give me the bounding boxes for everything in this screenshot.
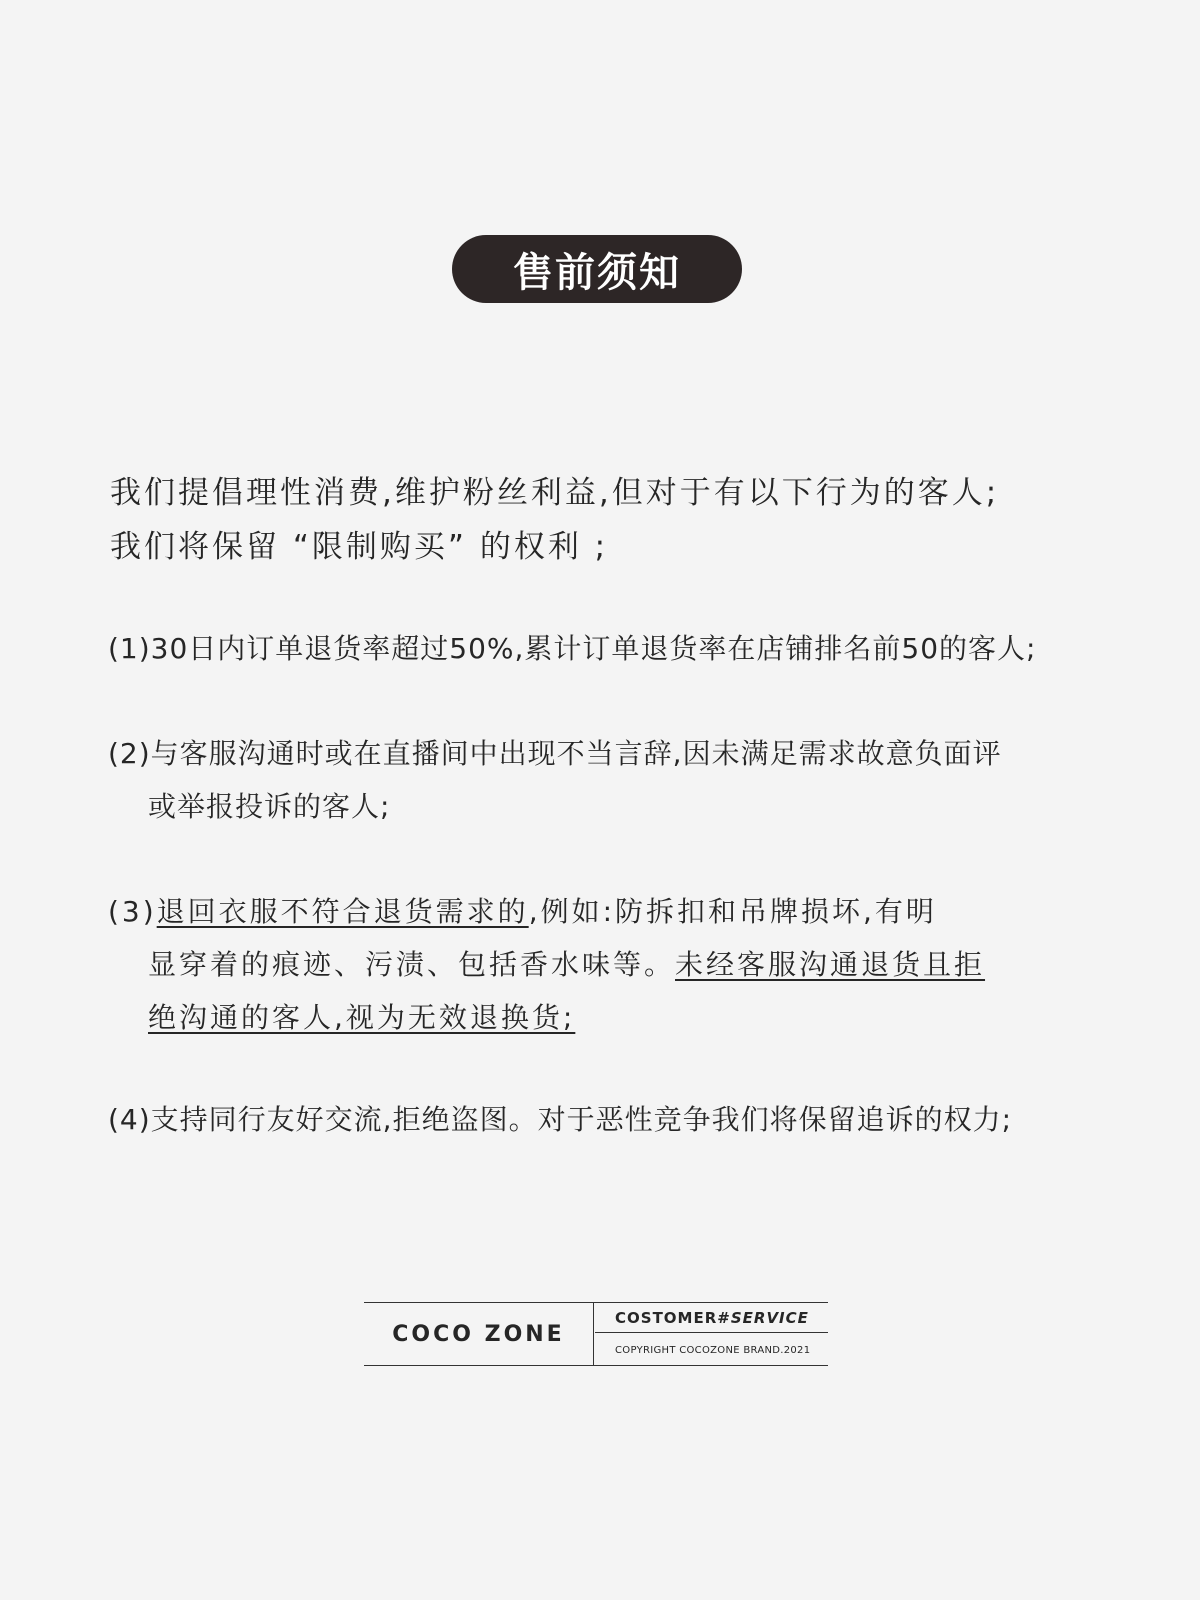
rule-2-line-2: 或举报投诉的客人; (148, 790, 391, 823)
service-label (595, 1303, 828, 1333)
rule-2-line-1: (2)与客服沟通时或在直播间中出现不当言辞,因未满足需求故意负面评 (108, 737, 1002, 770)
rule-3-mid: ,例如:防拆扣和吊牌损坏,有明 (528, 895, 937, 928)
rule-3-line-2-plain: 显穿着的痕迹、污渍、包括香水味等。 (148, 948, 676, 981)
rule-3-underlined-1: 退回衣服不符合退货需求的 (156, 895, 529, 928)
intro-paragraph (110, 466, 1110, 574)
page-title: 售前须知 (513, 249, 681, 296)
rule-3-underlined-2: 未经客服沟通退货且拒 (675, 948, 986, 981)
intro-line-1: 我们提倡理性消费,维护粉丝利益,但对于有以下行为的客人; (110, 475, 1000, 511)
rule-3-line-3 (108, 991, 1118, 1044)
service-label-a: COSTOMER# (615, 1308, 731, 1327)
title-badge (452, 235, 742, 303)
rule-item-3 (108, 885, 1118, 1044)
copyright-text: COPYRIGHT COCOZONE BRAND.2021 (615, 1344, 811, 1356)
intro-line-2: 我们将保留 “限制购买” 的权利 ; (110, 529, 609, 565)
service-label-b: SERVICE (730, 1308, 809, 1327)
brand-logo: COCO ZONE (364, 1303, 594, 1365)
rule-4-text: (4)支持同行友好交流,拒绝盗图。对于恶性竞争我们将保留追诉的权力; (108, 1103, 1012, 1136)
rule-3-prefix: (3) (108, 895, 157, 928)
footer-brand-block (364, 1302, 828, 1366)
rule-item-1 (108, 622, 1118, 675)
rule-item-4 (108, 1093, 1118, 1146)
rule-3-line-2 (108, 938, 1118, 991)
rule-3-underlined-3: 绝沟通的客人,视为无效退换货; (148, 1001, 576, 1034)
rule-1-text: (1)30日内订单退货率超过50%,累计订单退货率在店铺排名前50的客人; (108, 632, 1037, 665)
rule-item-2 (108, 727, 1118, 833)
